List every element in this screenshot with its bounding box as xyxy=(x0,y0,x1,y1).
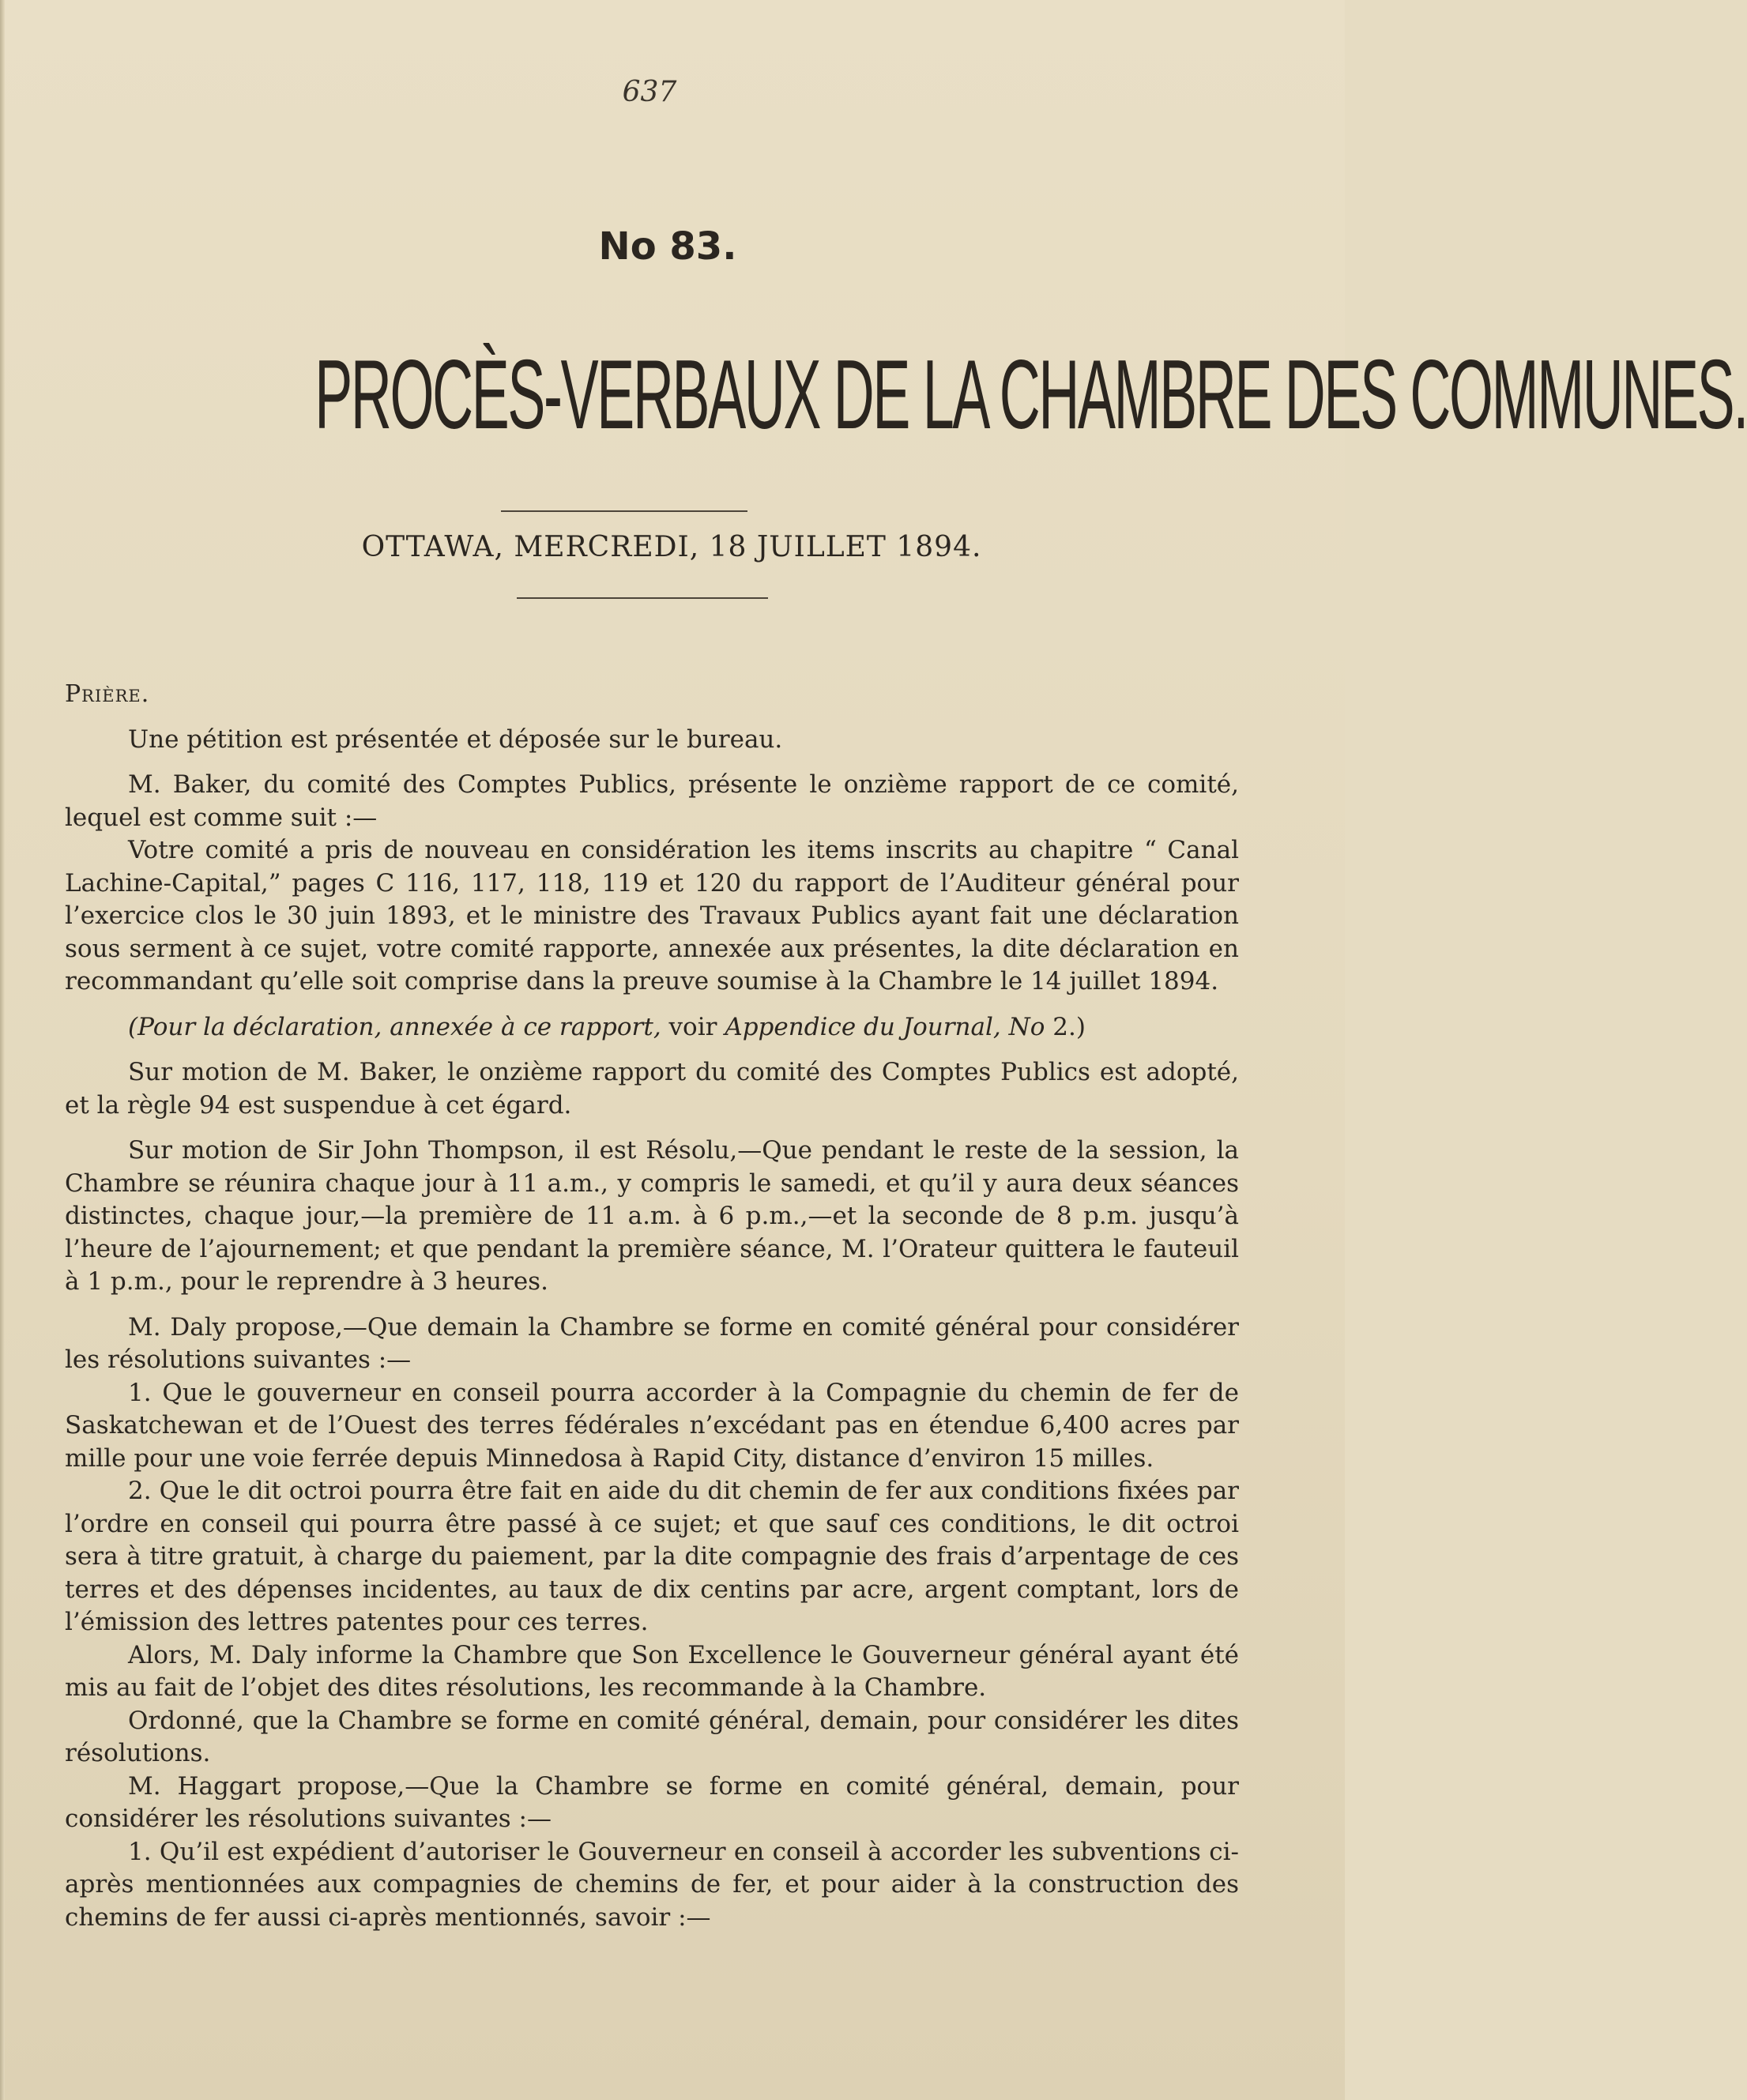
divider-rule-top xyxy=(501,510,747,512)
divider-rule-bottom xyxy=(517,597,768,599)
body-text xyxy=(65,678,1239,1934)
note-plain-2: 2.) xyxy=(1045,1012,1086,1041)
paragraph-motion-thompson: Sur motion de Sir John Thompson, il est Résolu,—Que pendant le reste de la session, la Chambre se réunira chaque jour à 11 a.m., y compris le samedi, et qu’il y aura deux séances distinctes, chaque jour,—la première de 11 a.m. à 6 p.m.,—et la seconde de 8 p.m. jusqu’à l’heure de l’ajournement; et que pendant la première séance, M. l’Orateur quittera le fauteuil à 1 p.m., pour le reprendre à 3 heures. xyxy=(65,1136,1239,1296)
paragraph-haggart-proposal: M. Haggart propose,—Que la Chambre se forme en comité général, demain, pour considérer les résolutions suivantes :— xyxy=(65,1771,1239,1833)
paragraph-motion-baker: Sur motion de M. Baker, le onzième rapport du comité des Comptes Publics est adopté, et la règle 94 est suspendue à cet égard. xyxy=(65,1058,1239,1120)
note-italic-1: (Pour la déclaration, annexée à ce rapport, xyxy=(128,1012,661,1041)
main-title: PROCÈS-VERBAUX DE LA CHAMBRE DES COMMUNES. xyxy=(314,341,1747,450)
paragraph-petition: Une pétition est présentée et déposée sur le bureau. xyxy=(128,724,783,754)
note-italic-2: Appendice du Journal, No xyxy=(725,1012,1045,1041)
note-plain-1: voir xyxy=(661,1012,725,1041)
list-item: 2. Que le dit octroi pourra être fait en aide du dit chemin de fer aux conditions fixées par l’ordre en conseil qui pourra être passé à ce sujet; et que sauf ces conditions, le dit octroi sera à titre gratuit, à charge du paiement, par la dite compagnie des frais d’arpentage de ces terres et des dépenses incidentes, au taux de dix centins par acre, argent comptant, lors de l’émission des lettres patentes pour ces terres. xyxy=(65,1477,1239,1636)
appendix-note xyxy=(65,1011,1239,1044)
page-number: 637 xyxy=(622,76,677,108)
list-item: 1. Que le gouverneur en conseil pourra accorder à la Compagnie du chemin de fer de Saskatchewan et de l’Ouest des terres fédérales n’excédant pas en étendue 6,400 acres par mille pour une voie ferrée depuis Minnedosa à Rapid City, distance d’environ 15 milles. xyxy=(65,1378,1239,1473)
paragraph-ordered: Ordonné, que la Chambre se forme en comité général, demain, pour considérer les dites résolutions. xyxy=(65,1706,1239,1767)
paragraph-report-body: Votre comité a pris de nouveau en considération les items inscrits au chapitre “ Canal Lachine-Capital,” pages C 116, 117, 118, 119 et 120 du rapport de l’Auditeur général pour l’exercice clos le 30 juin 1893, et le ministre des Travaux Publics ayant fait une déclaration sous serment à ce sujet, votre comité rapporte, annexée aux présentes, la dite déclaration en recommandant qu’elle soit comprise dans la preuve soumise à la Chambre le 14 juillet 1894. xyxy=(65,836,1239,995)
page-edge xyxy=(0,0,5,2100)
document-number: No 83. xyxy=(598,224,737,269)
paragraph-daly-informs: Alors, M. Daly informe la Chambre que Son Excellence le Gouverneur général ayant été mis au fait de l’objet des dites résolutions, les recommande à la Chambre. xyxy=(65,1640,1239,1702)
paragraph-daly-proposal: M. Daly propose,—Que demain la Chambre se forme en comité général pour considérer les résolutions suivantes :— xyxy=(65,1312,1239,1374)
paragraph-report-intro: M. Baker, du comité des Comptes Publics, présente le onzième rapport de ce comité, lequel est comme suit :— xyxy=(65,770,1239,832)
list-item: 1. Qu’il est expédient d’autoriser le Gouverneur en conseil à accorder les subventions ci-après mentionnées aux compagnies de chemins de fer, et pour aider à la construction des chemins de fer aussi ci-après mentionnés, savoir :— xyxy=(65,1837,1239,1932)
dateline: OTTAWA, MERCREDI, 18 JUILLET 1894. xyxy=(361,531,982,563)
section-heading: Prière. xyxy=(65,680,150,708)
